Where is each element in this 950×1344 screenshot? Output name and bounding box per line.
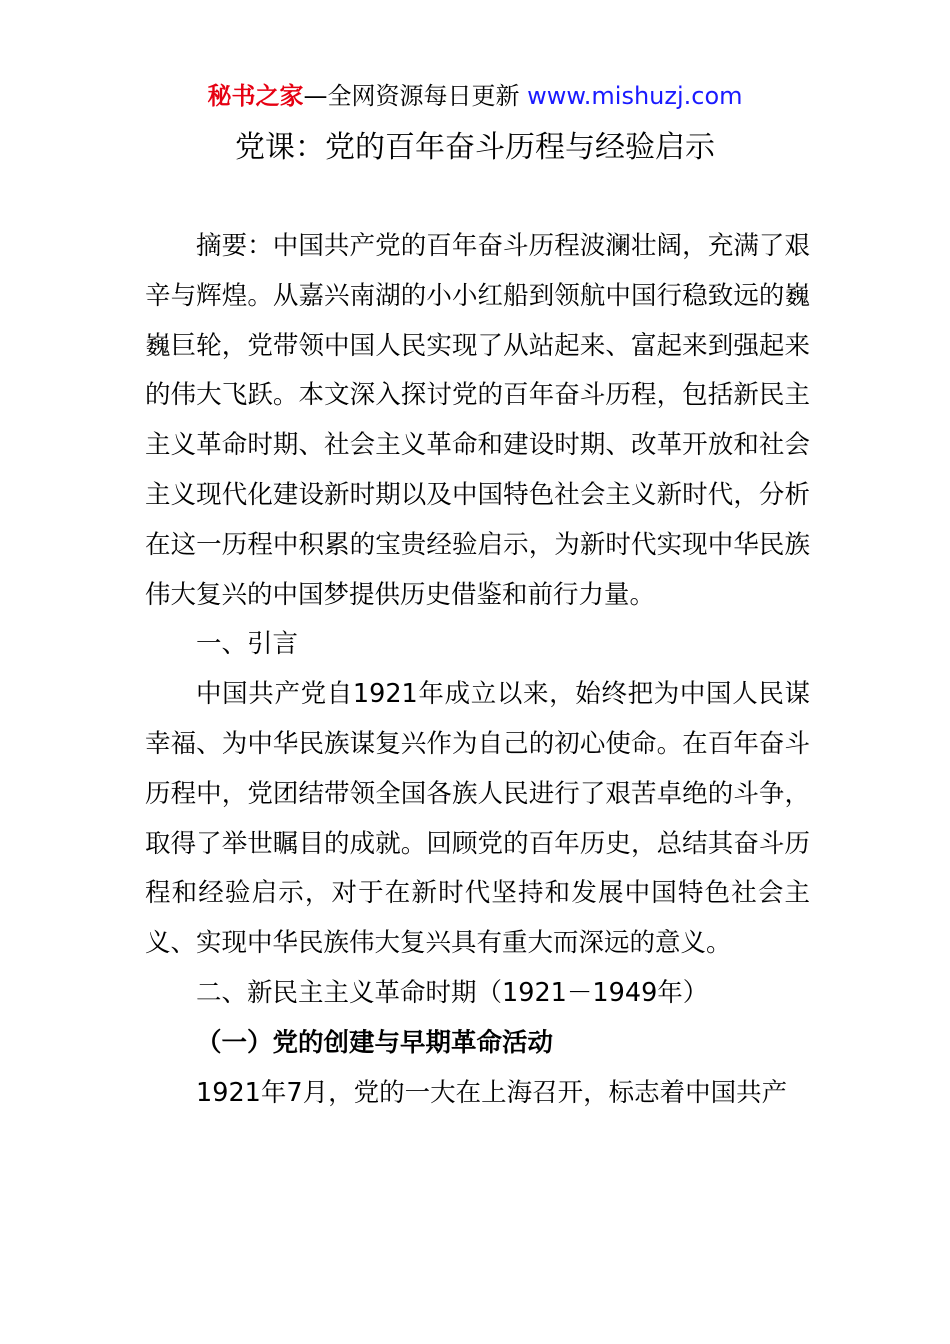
subsection-heading-party-founding: （一）党的创建与早期革命活动 xyxy=(196,1027,554,1058)
introduction-paragraph: 中国共产党自1921年成立以来，始终把为中国人民谋幸福、为中华民族谋复兴作为自己的初心使命。在百年奋斗历程中，党团结带领全国各族人民进行了艰苦卓绝的斗争，取得了举世瞩目的成就。回顾党的百年历史，总结其奋斗历程和经验启示，对于在新时代坚持和发展中国特色社会主义、实现中华民族伟大复兴具有重大而深远的意义。 xyxy=(145,679,810,959)
section-heading-introduction: 一、引言 xyxy=(196,629,299,660)
body-paragraph: 1921年7月，党的一大在上海召开，标志着中国共产 xyxy=(196,1077,788,1108)
document-title: 党课：党的百年奋斗历程与经验启示 xyxy=(235,130,715,165)
site-url[interactable]: www.mishuzj.com xyxy=(527,82,743,110)
document-body xyxy=(145,222,810,1118)
site-header xyxy=(0,80,950,112)
header-tagline: —全网资源每日更新 xyxy=(303,82,528,110)
abstract-paragraph: 摘要：中国共产党的百年奋斗历程波澜壮阔，充满了艰辛与辉煌。从嘉兴南湖的小小红船到领航中国行稳致远的巍巍巨轮，党带领中国人民实现了从站起来、富起来到强起来的伟大飞跃。本文深入探讨党的百年奋斗历程，包括新民主主义革命时期、社会主义革命和建设时期、改革开放和社会主义现代化建设新时期以及中国特色社会主义新时代，分析在这一历程中积累的宝贵经验启示，为新时代实现中华民族伟大复兴的中国梦提供历史借鉴和前行力量。 xyxy=(145,231,810,610)
brand-name: 秘书之家 xyxy=(207,82,304,110)
section-heading-new-democratic-revolution: 二、新民主主义革命时期（1921－1949年） xyxy=(196,977,709,1008)
